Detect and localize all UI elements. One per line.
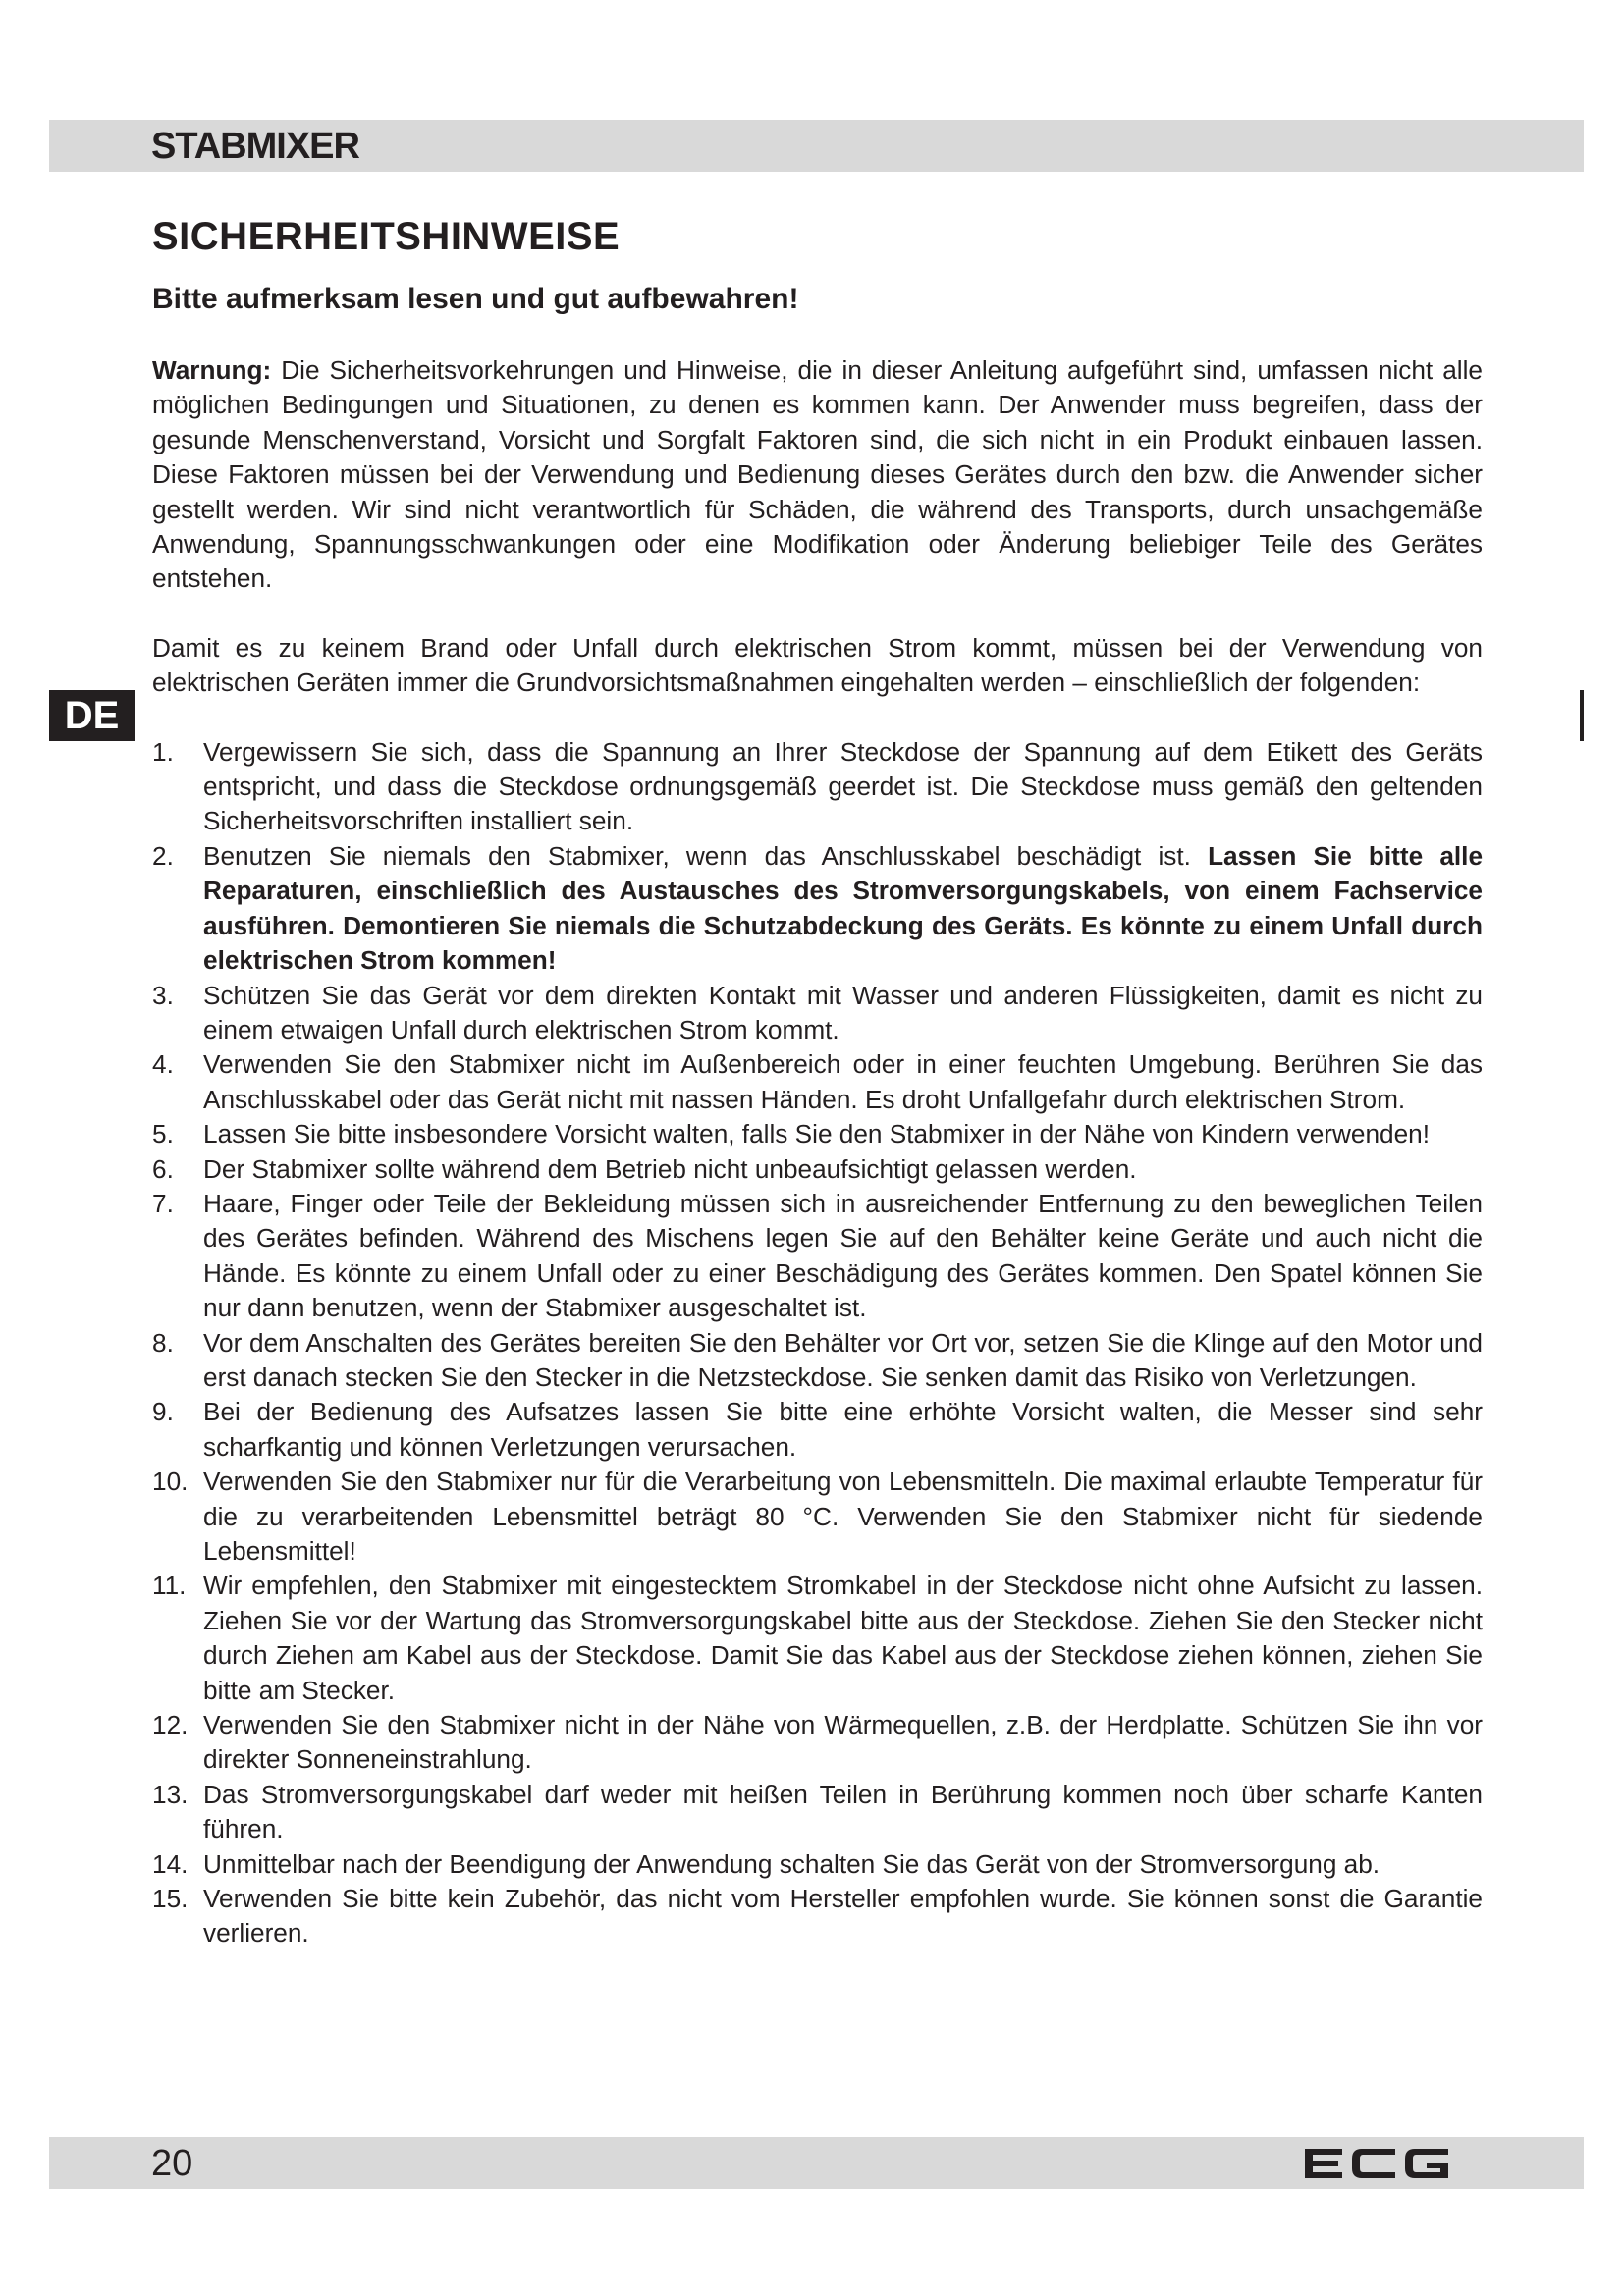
list-item-number: 14. <box>152 1848 189 1879</box>
list-item <box>152 1152 1483 1187</box>
list-item <box>152 1326 1483 1396</box>
section-subtitle: Bitte aufmerksam lesen und gut aufbewahren! <box>152 283 799 315</box>
list-item <box>152 1778 1483 1847</box>
list-item <box>152 1708 1483 1778</box>
list-item-number: 3. <box>152 980 174 1010</box>
list-item-number: 4. <box>152 1049 174 1080</box>
list-item-number: 12. <box>152 1710 189 1740</box>
list-item-text: Der Stabmixer sollte während dem Betrieb nicht unbeaufsichtigt gelassen werden. <box>203 1153 1137 1184</box>
list-item <box>152 1395 1483 1465</box>
list-item-text: Lassen Sie bitte insbesondere Vorsicht walten, falls Sie den Stabmixer in der Nähe von Kindern verwenden! <box>203 1119 1430 1149</box>
list-item-number: 10. <box>152 1467 189 1497</box>
list-item-number: 15. <box>152 1884 189 1914</box>
content <box>152 212 1483 1951</box>
intro-paragraph: Damit es zu keinem Brand oder Unfall durch elektrischen Strom kommt, müssen bei der Verwendung von elektrischen Geräten immer die Grundvorsichtsmaßnahmen eingehalten werden – einschließlich der folgenden: <box>152 632 1483 698</box>
list-item-text: Schützen Sie das Gerät vor dem direkten Kontakt mit Wasser und anderen Flüssigkeiten, damit es nicht zu einem etwaigen Unfall durch elektrischen Strom kommt. <box>203 980 1483 1044</box>
list-item-number: 2. <box>152 840 174 871</box>
list-item-bold-text: Lassen Sie bitte alle Reparaturen, einschließlich des Austausches des Stromversorgungskabels, von einem Fachservice ausführen. Demontieren Sie niemals die Schutzabdeckung des Geräts. Es könnte zu einem Unfall durch elektrischen Strom kommen! <box>203 840 1484 976</box>
list-item-text: Bei der Bedienung des Aufsatzes lassen Sie bitte eine erhöhte Vorsicht walten, die Messer sind sehr scharfkantig und können Verletzungen verursachen. <box>203 1397 1483 1462</box>
list-item <box>152 1187 1483 1326</box>
section-title: SICHERHEITSHINWEISE <box>152 215 621 258</box>
list-item-number: 5. <box>152 1119 174 1149</box>
margin-mark <box>1580 690 1584 741</box>
list-item-text: Benutzen Sie niemals den Stabmixer, wenn das Anschlusskabel beschädigt ist. <box>203 840 1209 871</box>
list-item-number: 13. <box>152 1779 189 1809</box>
list-item <box>152 735 1483 839</box>
ecg-logo-icon <box>1301 2145 1458 2182</box>
list-item-number: 1. <box>152 736 174 767</box>
header-title: STABMIXER <box>151 126 359 167</box>
list-item <box>152 1569 1483 1708</box>
list-item-number: 7. <box>152 1188 174 1218</box>
list-item-number: 6. <box>152 1153 174 1184</box>
list-item-text: Vergewissern Sie sich, dass die Spannung an Ihrer Steckdose der Spannung auf dem Etikett des Geräts entspricht, und dass die Steckdose ordnungsgemäß geerdet ist. Die Steckdose muss gemäß den geltenden Sicherheitsvorschriften installiert sein. <box>203 736 1483 836</box>
list-item-number: 11. <box>152 1571 187 1601</box>
language-tab: DE <box>49 690 135 741</box>
list-item <box>152 1117 1483 1151</box>
warning-text: Die Sicherheitsvorkehrungen und Hinweise, die in dieser Anleitung aufgeführt sind, umfassen nicht alle möglichen Bedingungen und Situationen, zu denen es kommen kann. Der Anwender muss begreifen, dass der gesunde Menschenverstand, Vorsicht und Sorgfalt Faktoren sind, die sich nicht in ein Produkt einbauen lassen. Diese Faktoren müssen bei der Verwendung und Bedienung dieses Gerätes durch den bzw. die Anwender sicher gestellt werden. Wir sind nicht verantwortlich für Schäden, die während des Transports, durch unsachgemäße Anwendung, Spannungsschwankungen oder eine Modifikation oder Änderung beliebiger Teile des Gerätes entstehen. <box>152 355 1483 594</box>
list-item <box>152 1882 1483 1951</box>
list-item-text: Verwenden Sie bitte kein Zubehör, das nicht vom Hersteller empfohlen wurde. Sie können sonst die Garantie verlieren. <box>203 1884 1483 1949</box>
warning-label: Warnung: <box>152 355 272 385</box>
list-item-text: Das Stromversorgungskabel darf weder mit heißen Teilen in Berührung kommen noch über scharfe Kanten führen. <box>203 1779 1483 1844</box>
list-item-number: 9. <box>152 1397 174 1427</box>
list-item <box>152 1847 1483 1882</box>
list-item-number: 8. <box>152 1327 174 1358</box>
list-item <box>152 1465 1483 1569</box>
list-item-text: Verwenden Sie den Stabmixer nicht in der Nähe von Wärmequellen, z.B. der Herdplatte. Schützen Sie ihn vor direkter Sonneneinstrahlung. <box>203 1710 1483 1775</box>
list-item <box>152 979 1483 1048</box>
header-bar <box>49 120 1584 172</box>
list-item-text: Haare, Finger oder Teile der Bekleidung müssen sich in ausreichender Entfernung zu den beweglichen Teilen des Gerätes befinden. Während des Mischens legen Sie auf den Behälter keine Geräte und auch nicht die Hände. Es könnte zu einem Unfall oder zu einer Beschädigung des Gerätes kommen. Den Spatel können Sie nur dann benutzen, wenn der Stabmixer ausgeschaltet ist. <box>203 1188 1483 1323</box>
list-item-text: Unmittelbar nach der Beendigung der Anwendung schalten Sie das Gerät von der Stromversorgung ab. <box>203 1848 1380 1879</box>
safety-rules-list <box>152 735 1483 1951</box>
page-number: 20 <box>151 2143 193 2184</box>
list-item-text: Verwenden Sie den Stabmixer nur für die Verarbeitung von Lebensmitteln. Die maximal erlaubte Temperatur für die zu verarbeitenden Lebensmittel beträgt 80 °C. Verwenden Sie den Stabmixer nicht für siedende Lebensmittel! <box>203 1467 1483 1566</box>
list-item-text: Wir empfehlen, den Stabmixer mit eingestecktem Stromkabel in der Steckdose nicht ohne Aufsicht zu lassen. Ziehen Sie vor der Wartung das Stromversorgungskabel bitte aus der Steckdose. Ziehen Sie den Stecker nicht durch Ziehen am Kabel aus der Steckdose. Damit Sie das Kabel aus der Steckdose ziehen können, ziehen Sie bitte am Stecker. <box>203 1571 1483 1705</box>
footer-bar <box>49 2137 1584 2189</box>
list-item-text: Vor dem Anschalten des Gerätes bereiten Sie den Behälter vor Ort vor, setzen Sie die Klinge auf den Motor und erst danach stecken Sie den Stecker in die Netzsteckdose. Sie senken damit das Risiko von Verletzungen. <box>203 1327 1483 1392</box>
list-item <box>152 1047 1483 1117</box>
warning-paragraph <box>152 353 1483 597</box>
list-item <box>152 839 1483 979</box>
list-item-text: Verwenden Sie den Stabmixer nicht im Außenbereich oder in einer feuchten Umgebung. Berühren Sie das Anschlusskabel oder das Gerät nicht mit nassen Händen. Es droht Unfallgefahr durch elektrischen Strom. <box>203 1049 1483 1114</box>
